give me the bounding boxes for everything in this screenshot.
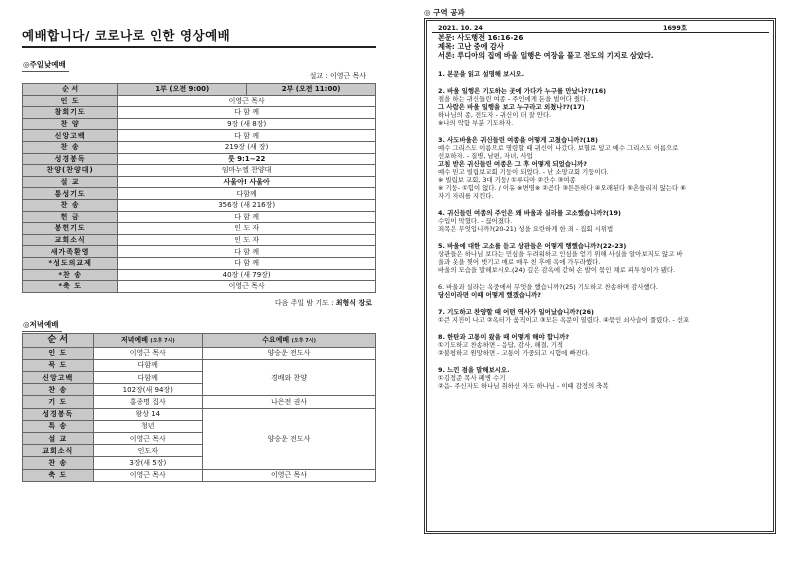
morning-row [23, 234, 376, 246]
lesson-answer: 울과 옷을 찢어 벗기고 매로 매우 친 후에 옥에 가두라했다. [438, 257, 601, 266]
evening-row [23, 359, 376, 371]
evening-row-label: 설 교 [23, 433, 94, 445]
evening-row-value: 102장(새 94장) [93, 384, 202, 396]
lesson-answer: 선포하자. - 질병, 남편, 자녀, 사업 [438, 151, 533, 160]
lesson-date: 2021. 10. 24 [438, 24, 483, 32]
morning-row [23, 107, 376, 119]
lesson-box [424, 18, 776, 534]
evening-header-sunday [93, 333, 202, 347]
evening-row-value: 왕상 14 [93, 408, 202, 420]
evening-row-label: 기 도 [23, 396, 94, 408]
lesson-answer: 예수 그리스도 이름으로 명령할 때 귀신이 나갔다. 보혈로 덮고 예수 그리스도 이름으로 [438, 143, 679, 152]
lesson-heading: ◎ 구역 공과 [424, 8, 465, 17]
lesson-question: 7. 기도하고 찬양할 때 어떤 역사가 일어났습니까?(26) [438, 307, 594, 316]
wednesday-sermon: 양승운 전도사 [203, 408, 376, 469]
next-prayer-line [22, 298, 376, 308]
lesson-answer: ②불평하고 원망하면 - 고통이 가중되고 시험에 빠진다. [438, 348, 590, 357]
evening-row-label: 축 도 [23, 469, 94, 481]
lesson-intro: 서론: 루디아의 집에 바울 일행은 여장을 풀고 전도의 기지로 삼았다. [438, 51, 654, 61]
evening-header-sunday-time: (오후 7시) [150, 337, 175, 344]
next-prayer-prefix: 다음 주일 밤 기도 : [274, 298, 334, 307]
morning-row-value: 사울아! 사울아 [118, 176, 376, 188]
wednesday-leader: 양승운 전도사 [203, 347, 376, 359]
lesson-answer: ②음- 주신자도 하나님 취하신 자도 하나님 - 이때 감정의 축복 [438, 381, 609, 390]
morning-row-value: 다 함 께 [118, 246, 376, 258]
evening-row-label: 묵 도 [23, 359, 94, 371]
lesson-question: 9. 느낀 점을 말해보시오. [438, 365, 510, 374]
morning-row-label: 찬양(찬양대) [23, 165, 118, 177]
morning-row-value: 인 도 자 [118, 223, 376, 235]
evening-row-label: 찬 송 [23, 384, 94, 396]
morning-row [23, 281, 376, 293]
page-title: 예배합니다/ 코로나로 인한 영상예배 [22, 26, 376, 48]
evening-row-value: 홍종명 집사 [93, 396, 202, 408]
evening-row-label: 찬 송 [23, 457, 94, 469]
morning-row-value: 인 도 자 [118, 234, 376, 246]
morning-row-label: *축 도 [23, 281, 118, 293]
morning-row-value: 219장 (새 장) [118, 141, 376, 153]
evening-row [23, 408, 376, 420]
morning-rows [23, 95, 376, 292]
evening-row-value: 3장(새 5장) [93, 457, 202, 469]
morning-row [23, 153, 376, 165]
morning-row-label: 찬 송 [23, 199, 118, 211]
lesson-question: 그 사람은 바울 일행을 보고 누구라고 외쳤나??(17) [438, 102, 585, 111]
wednesday-benediction: 이영근 목사 [203, 469, 376, 481]
evening-rows [23, 347, 376, 481]
morning-row-label: *찬 송 [23, 269, 118, 281]
lesson-answer: 점을 하는 귀신들린 여종 - 주인에게 돈을 벌어다 줬다. [438, 94, 589, 103]
morning-row-value: 9장 (새 8장) [118, 118, 376, 130]
morning-row-label: 인 도 [23, 95, 118, 107]
morning-row [23, 141, 376, 153]
morning-row [23, 269, 376, 281]
lesson-answer: ※나의 악함 부분 기도하자. [438, 118, 514, 127]
lesson-answer: 수입이 막혔다. - 끊어졌다. [438, 216, 513, 225]
morning-row-label: 설 교 [23, 176, 118, 188]
evening-row-value: 다함께 [93, 372, 202, 384]
evening-row-label: 성경봉독 [23, 408, 94, 420]
morning-row-label: 봉헌기도 [23, 223, 118, 235]
evening-header-sunday-label: 저녁예배 [120, 335, 148, 344]
morning-row [23, 95, 376, 107]
morning-row [23, 246, 376, 258]
morning-row-label: 참회기도 [23, 107, 118, 119]
evening-row-label: 인 도 [23, 347, 94, 359]
lesson-answer: ※ 빌립보 교회, 3대 기둥/ ①루디아 ②간수 ③여종 [438, 175, 576, 184]
morning-row-value: 다 함 께 [118, 130, 376, 142]
lesson-answer: ①기도하고 찬송하면 - 응답, 감사, 해결, 기적 [438, 340, 564, 349]
morning-row-value: 40장 (새 79장) [118, 269, 376, 281]
evening-row-value: 인도자 [93, 445, 202, 457]
lesson-answer: ※ 기둥- ①힘이 없다. / 이유 ※변명※ ②곧다 ③튼튼하다 ④오래된다 ⑤흔들리지 않는다 ⑥ [438, 183, 686, 192]
morning-row-value: 다 함 께 [118, 107, 376, 119]
morning-row-value: 다함께 [118, 188, 376, 200]
header-second-service: 2부 (오전 11:00) [247, 84, 376, 96]
lesson-answer: 하나님의 종, 전도자 - 귀신이 더 잘 안다. [438, 110, 552, 119]
lesson-passage: 본문: 사도행전 16:16-26 [438, 33, 524, 42]
evening-header-wednesday-label: 수요예배 [262, 335, 290, 344]
lesson-question: 4. 귀신들린 여종의 주인은 왜 바울과 실라를 고소했습니까?(19) [438, 208, 621, 217]
lesson-question: 3. 사도바울은 귀신들린 여종을 어떻게 고쳤습니까?(18) [438, 135, 598, 144]
next-prayer-name: 최형식 장로 [335, 298, 372, 307]
lesson-spacer [438, 357, 763, 366]
evening-row [23, 469, 376, 481]
morning-row-value: 이영근 목사 [118, 281, 376, 293]
lesson-spacer [438, 233, 763, 242]
lesson-spacer [438, 200, 763, 209]
morning-section-label: ◎주일낮예배 [22, 58, 69, 72]
lesson-answer: 죄목은 무엇입니까?(20-21) 성을 요란하게 한 죄 - 집회 시위법 [438, 224, 614, 233]
morning-row [23, 223, 376, 235]
morning-row-value: 다 함 께 [118, 211, 376, 223]
morning-row-label: 성경봉독 [23, 153, 118, 165]
wednesday-prayer: 나은전 권사 [203, 396, 376, 408]
lesson-subject: 제목: 고난 중에 감사 [438, 42, 504, 52]
wednesday-praise: 경배와 찬양 [203, 359, 376, 396]
morning-row-value: 356장 (새 216장) [118, 199, 376, 211]
evening-row [23, 396, 376, 408]
lesson-question: 1. 본문을 읽고 설명해 보시오. [438, 69, 525, 78]
morning-row-value: 다 함 께 [118, 257, 376, 269]
evening-row [23, 347, 376, 359]
lesson-answer: 바울의 모습을 말해보시오.(24) 깊은 감옥에 갇혀 손 발이 묶인 채로 피투성이가 됐다. [438, 265, 676, 274]
morning-row [23, 188, 376, 200]
lesson-answer: 자기 자리를 지킨다. [438, 191, 494, 200]
lesson-answer: ①큰 지진이 나고 ②옥터가 움직이고 ③모든 옥문이 열렸다. ④묶인 쇠사슬이 풀렸다. - 선포 [438, 315, 690, 324]
evening-row-value: 청년 [93, 420, 202, 432]
evening-header-wednesday-time: (오후 7시) [291, 337, 316, 344]
evening-row-value: 이영근 목사 [93, 469, 202, 481]
lesson-question: 5. 바울에 대한 고소를 듣고 상관들은 어떻게 행했습니까?(22-23) [438, 241, 627, 250]
lesson-number: 1699호 [663, 24, 687, 32]
morning-row-label: 찬 양 [23, 118, 118, 130]
header-first-service: 1부 (오전 9:00) [118, 84, 247, 96]
morning-row [23, 118, 376, 130]
morning-row-label: 헌 금 [23, 211, 118, 223]
lesson-spacer [438, 274, 763, 283]
morning-row-label: 찬 송 [23, 141, 118, 153]
preacher-line: 설교 : 이영근 목사 [309, 72, 366, 80]
morning-row-label: *성도의교제 [23, 257, 118, 269]
morning-row-value: 임마누엘 찬양대 [118, 165, 376, 177]
morning-row [23, 130, 376, 142]
morning-row-label: 교회소식 [23, 234, 118, 246]
lesson-question: 고침 받은 귀신들린 여종은 그 후 어떻게 되었습니까? [438, 159, 587, 168]
lesson-question: 2. 바울 일행은 기도하는 곳에 가다가 누구를 만났나??(16) [438, 86, 607, 95]
lesson-answer: 예수 믿고 빌립보교회 기둥이 되었다. - 난 소망교회 기둥이다. [438, 167, 609, 176]
lesson-spacer [438, 127, 763, 136]
left-column [22, 26, 376, 482]
morning-row-label: 통성기도 [23, 188, 118, 200]
evening-header-wednesday [203, 333, 376, 347]
lesson-lines [438, 70, 763, 390]
morning-service-table [22, 83, 376, 293]
evening-header-order: 순 서 [23, 333, 94, 347]
lesson-spacer [438, 324, 763, 333]
morning-row [23, 211, 376, 223]
evening-row-label: 특 송 [23, 420, 94, 432]
evening-row-label: 교회소식 [23, 445, 94, 457]
lesson-question: 당신이라면 이때 어떻게 했겠습니까? [438, 290, 541, 299]
evening-row-value: 이영근 목사 [93, 433, 202, 445]
morning-row [23, 165, 376, 177]
lesson-date-line [432, 24, 769, 33]
morning-row [23, 176, 376, 188]
evening-row-label: 신앙고백 [23, 372, 94, 384]
evening-section-label: ◎저녁예배 [22, 318, 62, 332]
lesson-spacer [438, 299, 763, 308]
lesson-answer: ①김정준 목사 폐병 수기 [438, 373, 506, 382]
lesson-question: 8. 한탄과 고통이 왔을 때 어떻게 해야 합니까? [438, 332, 570, 341]
lesson-answer: 상관들은 하나님 보다는 민심을 두려워하고 인심을 얻기 위해 사실을 알아보지도 않고 바 [438, 249, 683, 258]
evening-row-value: 다함께 [93, 359, 202, 371]
evening-service-table [22, 333, 376, 482]
morning-row [23, 199, 376, 211]
evening-row-value: 이영근 목사 [93, 347, 202, 359]
morning-row-label: 새가족환영 [23, 246, 118, 258]
morning-row-value: 이영근 목사 [118, 95, 376, 107]
header-order: 순 서 [23, 84, 118, 96]
morning-row [23, 257, 376, 269]
lesson-spacer [438, 78, 763, 87]
morning-row-label: 신앙고백 [23, 130, 118, 142]
morning-row-value: 룻 9:1~22 [118, 153, 376, 165]
lesson-answer: 6. 바울과 실라는 옥중에서 무엇을 했습니까?(25) 기도하고 찬송하며 감사했다. [438, 282, 658, 291]
